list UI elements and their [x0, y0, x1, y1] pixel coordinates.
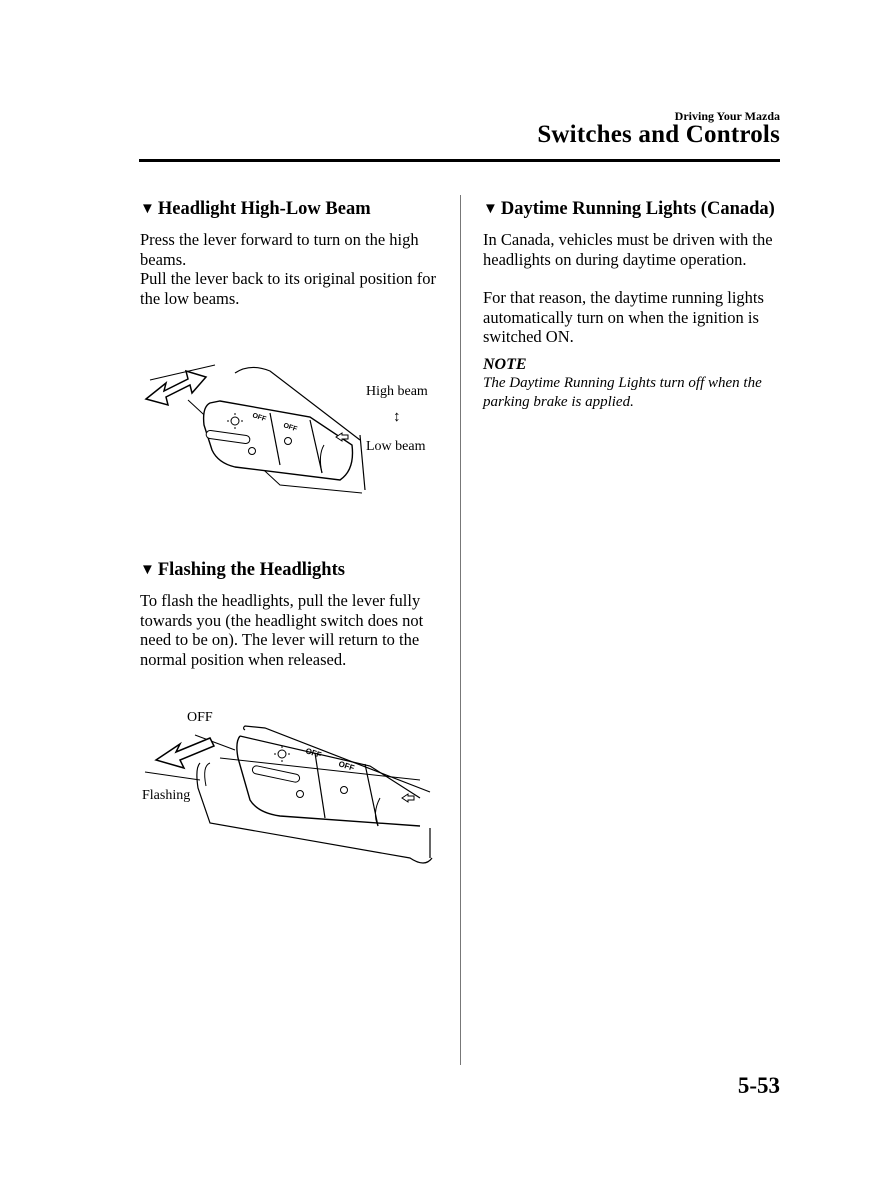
- header-rule: [139, 159, 780, 162]
- high-low-beam-paragraph-2: Pull the lever back to its original position for the low beams.: [140, 269, 437, 308]
- off-mark-2: OFF: [282, 422, 298, 434]
- flashing-section: [140, 558, 440, 669]
- page-number: 5-53: [737, 1073, 780, 1098]
- high-low-beam-figure: [140, 355, 440, 505]
- note-text: The Daytime Running Lights turn off when the parking brake is applied.: [483, 374, 762, 410]
- off-mark-1: OFF: [251, 412, 267, 424]
- off-label: OFF: [187, 710, 213, 725]
- off-mark-1: OFF: [304, 746, 323, 760]
- low-beam-label: Low beam: [366, 439, 426, 454]
- triangle-marker-icon: ▼: [140, 201, 155, 217]
- push-pull-arrow-icon: [146, 371, 206, 405]
- drl-paragraph-2: For that reason, the daytime running lights automatically turn on when the ignition is switched ON.: [483, 288, 764, 346]
- triangle-marker-icon: ▼: [140, 562, 155, 578]
- drl-heading-text: Daytime Running Lights (Canada): [500, 199, 775, 219]
- lever-illustration: [140, 355, 440, 505]
- flashing-heading-text: Flashing the Headlights: [157, 560, 345, 580]
- off-mark-2: OFF: [337, 759, 356, 773]
- updown-arrow-icon: ↕: [393, 409, 401, 425]
- high-low-beam-heading-text: Headlight High-Low Beam: [157, 199, 371, 219]
- drl-section: [483, 197, 783, 412]
- note-label: NOTE: [483, 355, 527, 373]
- high-beam-label: High beam: [366, 384, 428, 399]
- high-low-beam-section: [140, 197, 440, 308]
- flashing-paragraph: To flash the headlights, pull the lever fully towards you (the headlight switch does not need to be on). The lever will return to the normal position when released.: [140, 591, 424, 669]
- flashing-figure: [140, 708, 440, 873]
- page-title: Switches and Controls: [537, 121, 780, 148]
- triangle-marker-icon: ▼: [483, 201, 498, 217]
- high-low-beam-heading: [140, 197, 440, 222]
- pull-arrow-icon: [156, 738, 214, 768]
- flashing-label: Flashing: [142, 788, 191, 803]
- high-low-beam-paragraph-1: Press the lever forward to turn on the high beams.: [140, 230, 419, 269]
- drl-heading: [483, 197, 783, 222]
- section-label: Driving Your Mazda: [674, 109, 780, 123]
- column-divider: [460, 195, 461, 1065]
- flashing-heading: [140, 558, 440, 583]
- drl-paragraph-1: In Canada, vehicles must be driven with the headlights on during daytime operation.: [483, 230, 773, 269]
